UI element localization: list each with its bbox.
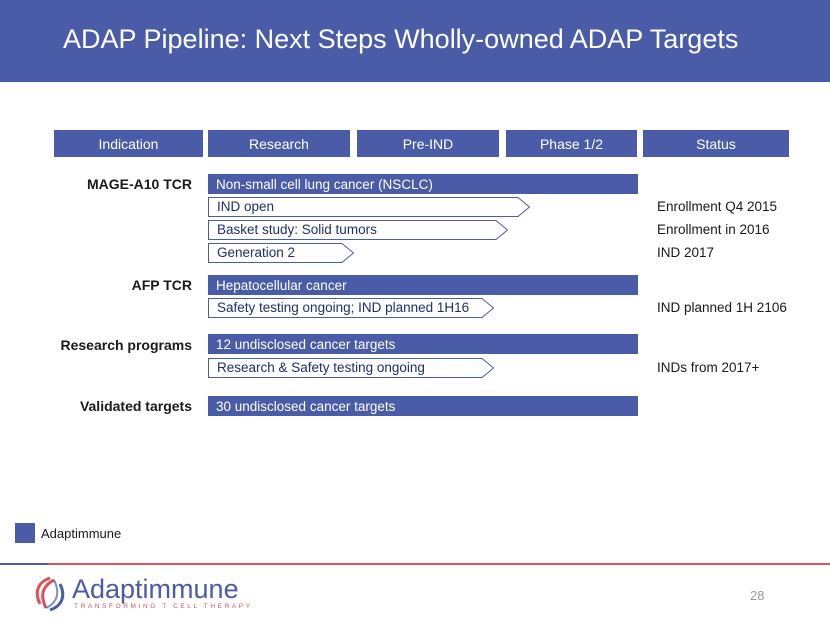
status-text: Enrollment in 2016 (657, 222, 770, 237)
program-label-mage-a10: MAGE-A10 TCR (86, 176, 192, 192)
status-text: IND planned 1H 2106 (657, 300, 787, 315)
arrow-label: Generation 2 (217, 245, 296, 260)
page-number: 28 (750, 588, 765, 603)
status-text: Enrollment Q4 2015 (657, 199, 778, 214)
title-bar (0, 0, 830, 82)
progress-arrow-basket-study (208, 220, 508, 240)
header-research: Research (208, 130, 350, 157)
adaptimmune-logo (30, 572, 253, 616)
legend-swatch (15, 523, 35, 543)
indication-bar-30-targets: 30 undisclosed cancer targets (208, 396, 638, 416)
logo-mark-icon (30, 574, 70, 614)
header-phase-1-2: Phase 1/2 (506, 130, 637, 157)
indication-bar-nsclc: Non-small cell lung cancer (NSCLC) (208, 174, 638, 194)
header-indication: Indication (54, 130, 203, 157)
status-text: IND 2017 (657, 245, 715, 260)
status-text: INDs from 2017+ (657, 360, 760, 375)
progress-arrow-safety-testing (208, 298, 494, 318)
program-label-afp-tcr: AFP TCR (131, 277, 192, 293)
arrow-label: IND open (217, 199, 275, 214)
progress-arrow-ind-open (208, 197, 530, 217)
footer-rule-blue (0, 563, 48, 565)
indication-bar-12-targets: 12 undisclosed cancer targets (208, 334, 638, 354)
header-status: Status (643, 130, 789, 157)
header-pre-ind: Pre-IND (357, 130, 499, 157)
legend-label: Adaptimmune (41, 526, 122, 541)
indication-bar-hepatocellular: Hepatocellular cancer (208, 275, 638, 295)
footer-rule-red (48, 563, 830, 565)
progress-arrow-generation-2 (208, 243, 354, 263)
slide-title: ADAP Pipeline: Next Steps Wholly-owned ADAP Targets (63, 24, 739, 54)
arrow-label: Research & Safety testing ongoing (217, 360, 425, 375)
logo-tagline: TRANSFORMING T CELL THERAPY (74, 603, 253, 610)
progress-arrow-research-safety (208, 358, 494, 378)
arrow-label: Safety testing ongoing; IND planned 1H16 (217, 300, 470, 315)
arrow-label: Basket study: Solid tumors (217, 222, 377, 237)
logo-wordmark: Adaptimmune (72, 574, 239, 604)
program-label-validated-targets: Validated targets (79, 398, 192, 414)
program-label-research-programs: Research programs (60, 337, 192, 353)
